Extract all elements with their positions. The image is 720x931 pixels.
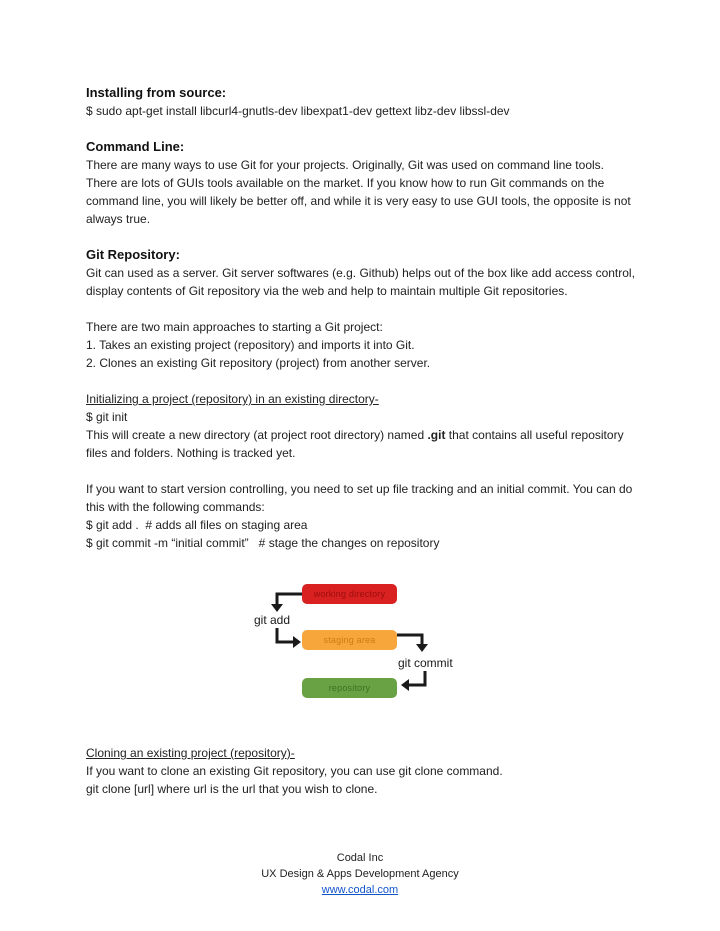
text-dot-git: .git (427, 428, 446, 442)
section-cloning (86, 744, 636, 798)
text-before-dot-git: This will create a new directory (at project root directory) named (86, 428, 428, 442)
section-command-line (86, 138, 636, 228)
diagram-label-git-commit: git commit (398, 656, 453, 670)
heading-command-line: Command Line: (86, 139, 185, 154)
git-flow-diagram (250, 578, 480, 703)
arrow-gitcommit-to-repository (409, 671, 425, 685)
arrow-working-to-gitadd (277, 594, 302, 604)
approaches-intro: There are two main approaches to starting a Git project: (86, 320, 383, 334)
paragraph-command-line: There are many ways to use Git for your projects. Originally, Git was used on command line tools. There are lots of GUIs tools available on the market. If you know how to run Git commands on the command line, you will likely be better off, and while it is very easy to use GUI tools, the opposite is not always true. (86, 158, 631, 226)
text-after-dot-git: that contains all useful repository files and folders. Nothing is tracked yet. (86, 428, 624, 460)
section-approaches (86, 318, 636, 372)
command-git-commit: $ git commit -m “initial commit” # stage the changes on repository (86, 536, 440, 550)
section-git-repository (86, 246, 636, 300)
footer-company-name: Codal Inc (336, 852, 384, 864)
arrowhead-left-repository (401, 679, 409, 691)
footer-tagline: UX Design & Apps Development Agency (261, 868, 459, 880)
footer-website-link[interactable]: www.codal.com (321, 884, 399, 896)
arrowhead-down-git-commit (416, 644, 428, 652)
page-footer (0, 850, 720, 898)
diagram-node-repository: repository (302, 678, 397, 698)
paragraph-git-repository: Git can used as a server. Git server softwares (e.g. Github) helps out of the box like add access control, display contents of Git repository via the web and help to maintain multiple Git repositories. (86, 266, 635, 298)
arrowhead-right-staging (293, 636, 301, 648)
command-apt-get-install: $ sudo apt-get install libcurl4-gnutls-dev libexpat1-dev gettext libz-dev libssl-dev (86, 104, 510, 118)
arrow-gitadd-to-staging (277, 628, 293, 642)
section-initializing (86, 390, 636, 462)
footer-link-row (0, 882, 720, 898)
arrow-staging-to-gitcommit (397, 635, 422, 644)
heading-initializing-project: Initializing a project (repository) in an existing directory- (86, 392, 379, 406)
section-installing (86, 84, 636, 120)
diagram-node-working-directory: working directory (302, 584, 397, 604)
command-git-init: $ git init (86, 410, 128, 424)
heading-cloning-project: Cloning an existing project (repository)- (86, 746, 295, 760)
heading-git-repository: Git Repository: (86, 247, 180, 262)
command-git-add: $ git add . # adds all files on staging area (86, 518, 308, 532)
paragraph-version-controlling: If you want to start version controlling, you need to set up file tracking and an initial commit. You can do this with the following commands: (86, 482, 633, 514)
section-version-controlling (86, 480, 636, 552)
list-item-approach-2: 2. Clones an existing Git repository (project) from another server. (86, 356, 431, 370)
list-item-approach-1: 1. Takes an existing project (repository) and imports it into Git. (86, 338, 415, 352)
paragraph-clone-url: git clone [url] where url is the url that you wish to clone. (86, 782, 378, 796)
paragraph-clone-command: If you want to clone an existing Git repository, you can use git clone command. (86, 764, 503, 778)
document-content (86, 84, 636, 798)
diagram-node-staging-area: staging area (302, 630, 397, 650)
diagram-label-git-add: git add (254, 613, 291, 627)
heading-installing-from-source: Installing from source: (86, 85, 227, 100)
paragraph-git-init-result (86, 426, 636, 462)
